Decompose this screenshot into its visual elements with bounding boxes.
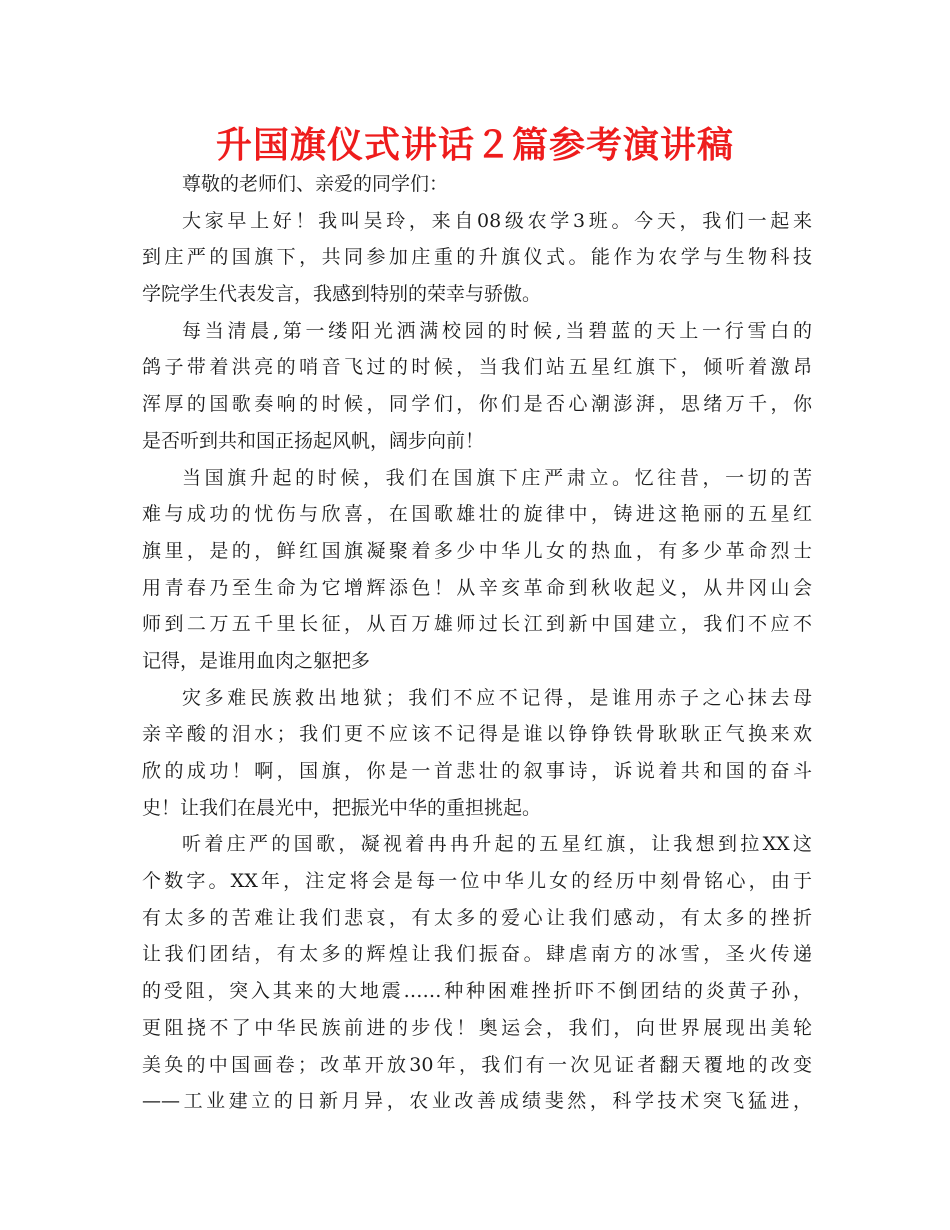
paragraph-2 [142, 313, 812, 460]
paragraph-line: 有太多的苦难让我们悲哀，有太多的爱心让我们感动，有太多的挫折 [142, 906, 812, 929]
paragraph-line: 旗里，是的，鲜红国旗凝聚着多少中华儿女的热血，有多少革命烈士 [142, 539, 812, 562]
paragraph-line: 师到二万五千里长征，从百万雄师过长江到新中国建立，我们不应不 [142, 613, 812, 636]
paragraph-3 [142, 460, 812, 680]
paragraph-line: 到庄严的国旗下，共同参加庄重的升旗仪式。能作为农学与生物科技 [142, 246, 812, 269]
paragraph-5 [142, 826, 812, 1120]
paragraph-line: 欣的成功！啊，国旗，你是一首悲壮的叙事诗，诉说着共和国的奋斗 [142, 760, 812, 782]
document-title: 升国旗仪式讲话２篇参考演讲稿 [215, 125, 734, 166]
document-body [142, 166, 812, 1120]
paragraph-line: 亲辛酸的泪水；我们更不应该不记得是谁以铮铮铁骨耿耿正气换来欢 [142, 723, 812, 746]
paragraph-line: 的受阻，突入其来的大地震……种种困难挫折吓不倒团结的炎黄子孙， [142, 980, 812, 1003]
paragraph-line: 鸽子带着洪亮的哨音飞过的时候，当我们站五星红旗下，倾听着激昂 [142, 356, 812, 379]
greeting-line: 尊敬的老师们、亲爱的同学们： [182, 173, 449, 195]
paragraph-4 [142, 680, 812, 827]
paragraph-line: 听着庄严的国歌，凝视着冉冉升起的五星红旗，让我想到拉XX这 [182, 833, 812, 856]
paragraph-line: 大家早上好！我叫吴玲，来自08级农学3班。今天，我们一起来 [182, 209, 812, 232]
paragraph-line: 难与成功的忧伤与欣喜，在国歌雄壮的旋律中，铸进这艳丽的五星红 [142, 503, 812, 526]
paragraph-line: 用青春乃至生命为它增辉添色！从辛亥革命到秋收起义，从井冈山会 [142, 576, 812, 599]
paragraph-line: 每当清晨,第一缕阳光洒满校园的时候,当碧蓝的天上一行雪白的 [182, 319, 812, 342]
paragraph-line: 当国旗升起的时候，我们在国旗下庄严肃立。忆往昔，一切的苦 [182, 466, 812, 489]
paragraph-line: 学院学生代表发言，我感到特别的荣幸与骄傲。 [142, 283, 542, 306]
paragraph-line: 让我们团结，有太多的辉煌让我们振奋。肆虐南方的冰雪，圣火传递 [142, 943, 812, 966]
paragraph-line: 浑厚的国歌奏响的时候，同学们，你们是否心潮澎湃，思绪万千，你 [142, 393, 812, 416]
paragraph-line: 灾多难民族救出地狱；我们不应不记得，是谁用赤子之心抹去母 [182, 686, 812, 709]
paragraph-line: ——工业建立的日新月异，农业改善成绩斐然，科学技术突飞猛进， [142, 1090, 812, 1113]
paragraph-line: 更阻挠不了中华民族前进的步伐！奥运会，我们，向世界展现出美轮 [142, 1016, 812, 1039]
paragraph-line: 记得，是谁用血肉之躯把多 [142, 649, 371, 672]
paragraph-line: 是否听到共和国正扬起风帆，阔步向前！ [142, 429, 485, 452]
paragraph-1 [142, 203, 812, 313]
paragraph-line: 个数字。XX年，注定将会是每一位中华儿女的经历中刻骨铭心，由于 [142, 870, 812, 893]
paragraph-line: 史！让我们在晨光中，把振光中华的重担挑起。 [142, 796, 542, 819]
paragraph-line: 美奂的中国画卷；改革开放30年，我们有一次见证者翻天覆地的改变 [142, 1053, 812, 1076]
